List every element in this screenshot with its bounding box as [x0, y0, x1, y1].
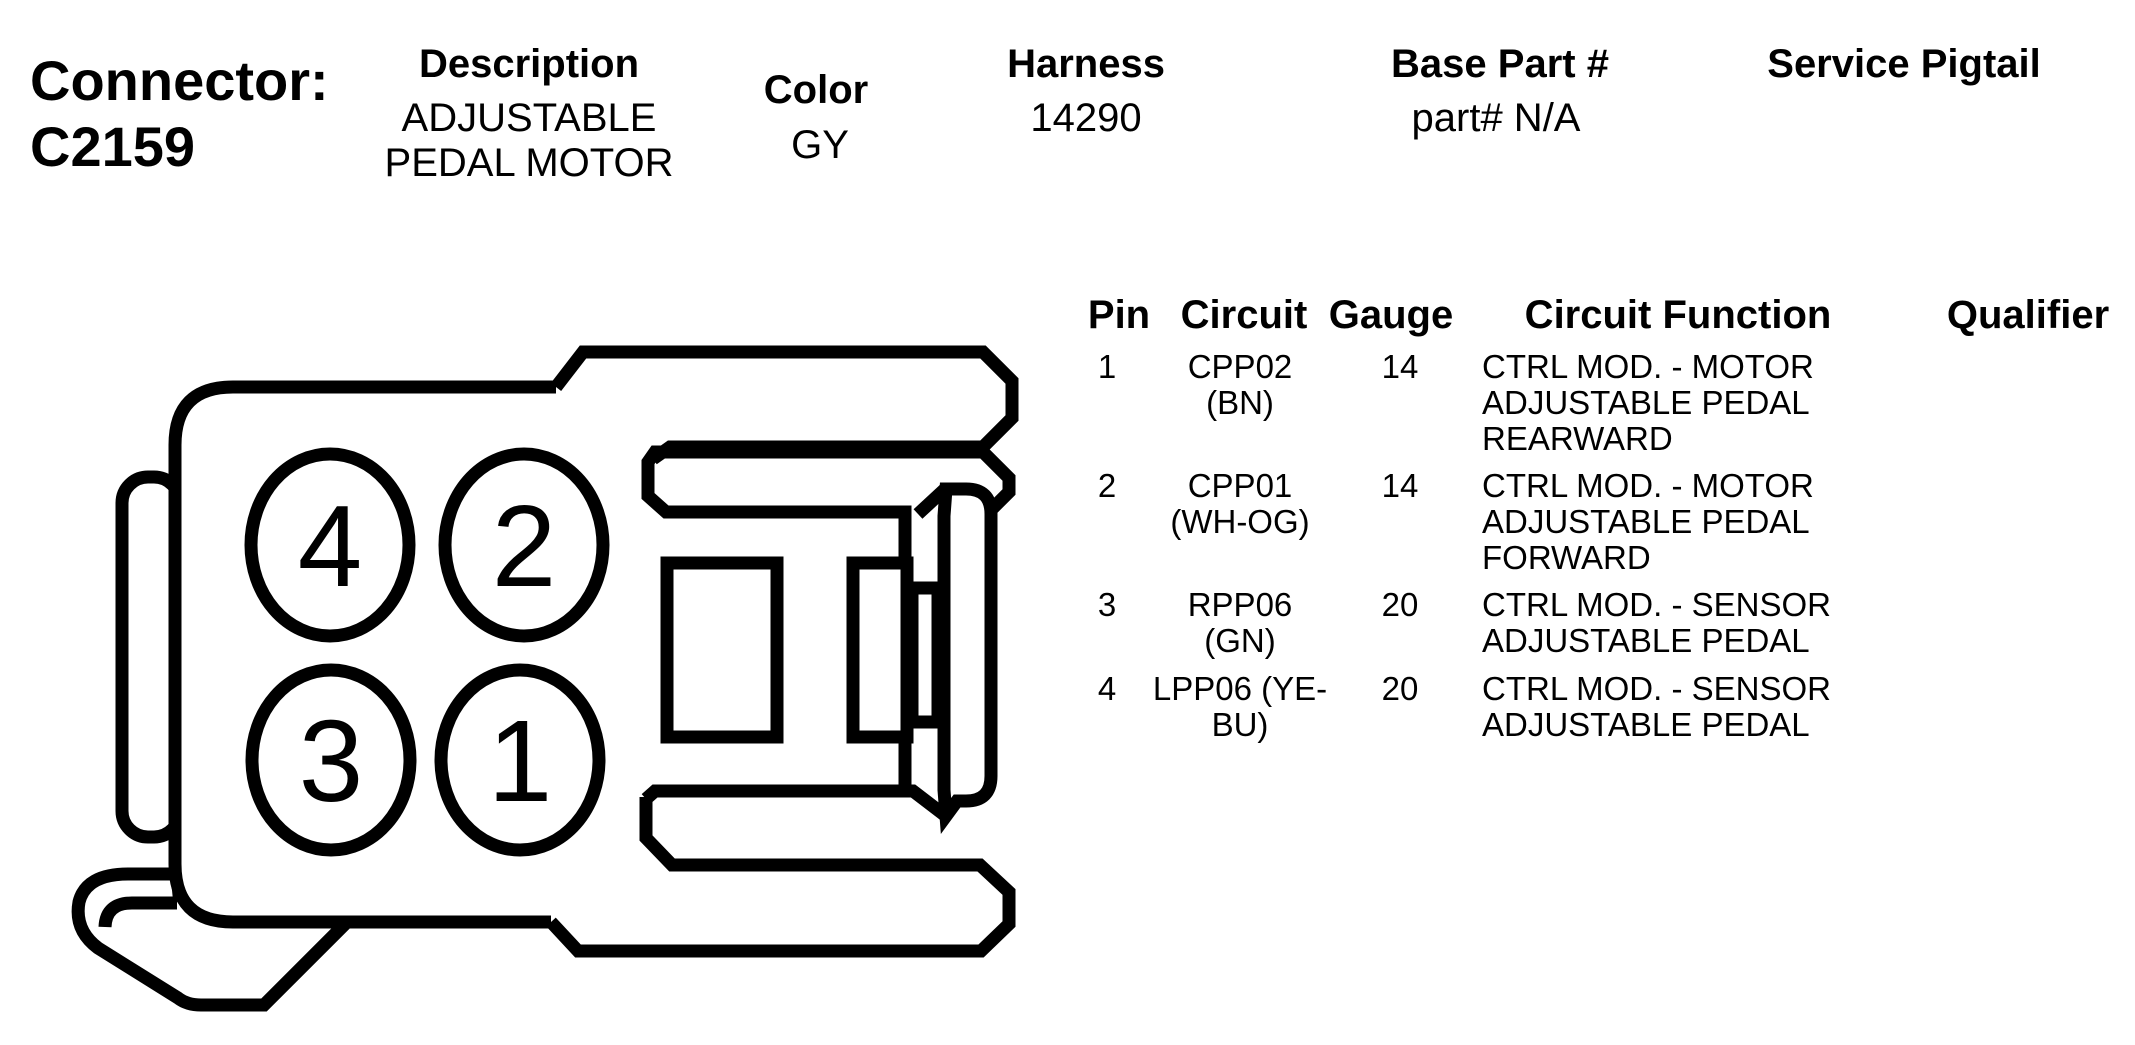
pin-cavity-2: [445, 454, 603, 636]
function-line-2: ADJUSTABLE PEDAL: [1482, 622, 1810, 659]
description-value: [385, 96, 674, 186]
circuit-line-2: (WH-OG): [1170, 503, 1310, 540]
pin-number: 2: [1097, 467, 1117, 504]
pin-cavity-3: [252, 670, 410, 850]
circuit-cell: [1153, 671, 1327, 743]
col-header-function: Circuit Function: [1524, 293, 1832, 337]
circuit-cell: [1170, 468, 1309, 540]
function-line-2: ADJUSTABLE PEDAL: [1482, 706, 1810, 743]
circuit-line-1: CPP01: [1187, 467, 1293, 504]
circuit-line-1: LPP06 (YE-: [1152, 670, 1328, 707]
service-pigtail-header: Service Pigtail: [1767, 42, 2041, 86]
function-cell: [1482, 468, 1942, 576]
function-line-1: CTRL MOD. - MOTOR: [1482, 467, 1814, 504]
pin-cavity-2-label: 2: [491, 481, 557, 611]
pin-number: 3: [1097, 586, 1117, 623]
pin-cavity-4-label: 4: [297, 481, 363, 611]
cavity-slot-left: [667, 563, 777, 737]
pin-cavity-1: [441, 670, 599, 850]
harness-value: 14290: [1030, 96, 1142, 140]
function-line-1: CTRL MOD. - SENSOR: [1482, 586, 1831, 623]
page-title: [30, 48, 329, 180]
col-header-circuit: Circuit: [1180, 293, 1308, 337]
col-header-qualifier: Qualifier: [1946, 293, 2110, 337]
circuit-cell: [1188, 587, 1293, 659]
description-line-1: ADJUSTABLE: [401, 96, 657, 140]
circuit-line-2: BU): [1211, 706, 1269, 743]
circuit-line-1: RPP06: [1187, 586, 1293, 623]
gauge-cell: 14: [1381, 348, 1419, 385]
function-cell: [1482, 671, 1942, 743]
pin-cavity-4: [251, 454, 409, 636]
gauge-cell: 20: [1381, 670, 1419, 707]
color-header: Color: [763, 68, 869, 112]
col-header-pin: Pin: [1087, 293, 1151, 337]
connector-id: C2159: [30, 115, 196, 178]
function-line-1: CTRL MOD. - MOTOR: [1482, 348, 1814, 385]
circuit-line-1: CPP02: [1187, 348, 1293, 385]
function-line-2: ADJUSTABLE PEDAL: [1482, 503, 1810, 540]
base-part-header: Base Part #: [1391, 42, 1609, 86]
harness-header: Harness: [1007, 42, 1165, 86]
description-line-2: PEDAL MOTOR: [384, 141, 674, 185]
function-line-3: REARWARD: [1482, 420, 1673, 457]
gauge-cell: 14: [1381, 467, 1419, 504]
pin-number: 1: [1097, 348, 1117, 385]
function-line-3: FORWARD: [1482, 539, 1651, 576]
pin-cavity-3-label: 3: [298, 696, 364, 826]
circuit-line-2: (GN): [1204, 622, 1276, 659]
base-part-value: part# N/A: [1411, 96, 1581, 140]
connector-label: Connector:: [30, 49, 329, 112]
description-header: Description: [418, 42, 640, 86]
cavity-slot-right: [853, 563, 907, 737]
cavity-slot-narrow: [912, 588, 938, 722]
function-line-2: ADJUSTABLE PEDAL: [1482, 384, 1810, 421]
circuit-cell: [1188, 349, 1293, 421]
col-header-gauge: Gauge: [1328, 293, 1454, 337]
function-cell: [1482, 349, 1942, 457]
circuit-line-2: (BN): [1206, 384, 1274, 421]
pin-cavity-1-label: 1: [487, 696, 553, 826]
pin-number: 4: [1097, 670, 1117, 707]
gauge-cell: 20: [1381, 586, 1419, 623]
function-line-1: CTRL MOD. - SENSOR: [1482, 670, 1831, 707]
function-cell: [1482, 587, 1942, 659]
connector-right-capsule: [944, 489, 991, 816]
color-value: GY: [791, 123, 849, 167]
